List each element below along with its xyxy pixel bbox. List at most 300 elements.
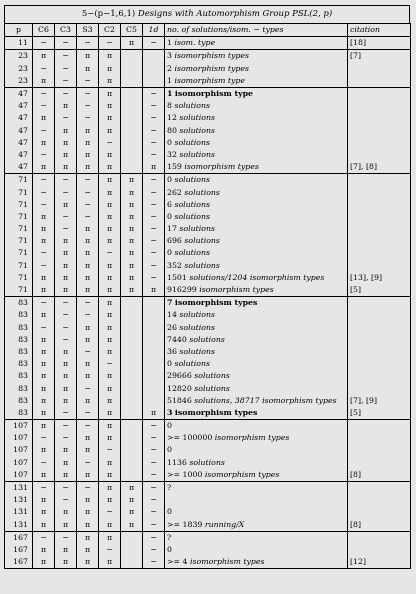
table-row bbox=[5, 420, 411, 433]
cell-subgroup: π bbox=[99, 322, 121, 334]
cell-subgroup: π bbox=[55, 506, 77, 518]
cell-subgroup: π bbox=[99, 272, 121, 284]
solution-count: 262 bbox=[167, 187, 182, 197]
cell-subgroup: π bbox=[143, 284, 165, 297]
cell-subgroup: π bbox=[77, 334, 99, 346]
table-row bbox=[5, 346, 411, 358]
cell-subgroup: − bbox=[99, 137, 121, 149]
cell-subgroup: − bbox=[33, 87, 55, 100]
cell-subgroup bbox=[143, 309, 165, 321]
cell-p: 11 bbox=[5, 37, 33, 50]
table-row bbox=[5, 556, 411, 569]
cell-citation bbox=[348, 235, 411, 247]
cell-subgroup: π bbox=[77, 322, 99, 334]
cell-citation bbox=[348, 211, 411, 223]
solution-type: solutions bbox=[174, 248, 211, 258]
cell-p: 83 bbox=[5, 407, 33, 420]
cell-solutions bbox=[165, 481, 348, 494]
cell-subgroup: − bbox=[99, 444, 121, 456]
solution-count: 0 bbox=[167, 359, 172, 369]
solution-type: solutions/1204 isomorphism types bbox=[189, 272, 325, 282]
cell-subgroup: π bbox=[33, 50, 55, 63]
cell-subgroup bbox=[121, 322, 143, 334]
solution-type: isomorphism types bbox=[214, 433, 290, 443]
cell-subgroup: π bbox=[121, 247, 143, 259]
header-row bbox=[5, 24, 411, 37]
cell-solutions bbox=[165, 50, 348, 63]
solution-type: solutions bbox=[189, 457, 225, 467]
cell-subgroup: π bbox=[33, 556, 55, 569]
solution-type: solutions bbox=[174, 137, 211, 147]
cell-solutions bbox=[165, 87, 348, 100]
solution-count: 916299 bbox=[167, 285, 197, 295]
cell-subgroup: π bbox=[77, 272, 99, 284]
cell-citation: [18] bbox=[348, 37, 411, 50]
solution-count: 0 bbox=[167, 137, 172, 147]
cell-subgroup: π bbox=[99, 531, 121, 544]
cell-subgroup: π bbox=[99, 100, 121, 112]
cell-subgroup: π bbox=[55, 346, 77, 358]
cell-solutions bbox=[165, 469, 348, 482]
table-row bbox=[5, 395, 411, 407]
solution-count: >= 100000 bbox=[167, 433, 213, 443]
cell-subgroup: − bbox=[33, 100, 55, 112]
cell-citation bbox=[348, 186, 411, 198]
cell-solutions bbox=[165, 395, 348, 407]
cell-subgroup: π bbox=[55, 544, 77, 556]
cell-subgroup: − bbox=[33, 432, 55, 444]
cell-subgroup bbox=[121, 370, 143, 382]
cell-solutions bbox=[165, 260, 348, 272]
cell-subgroup: π bbox=[121, 211, 143, 223]
cell-subgroup bbox=[121, 87, 143, 100]
cell-subgroup: π bbox=[99, 519, 121, 532]
cell-subgroup bbox=[121, 444, 143, 456]
cell-subgroup: π bbox=[77, 50, 99, 63]
cell-subgroup: π bbox=[99, 211, 121, 223]
cell-solutions bbox=[165, 346, 348, 358]
cell-subgroup: π bbox=[77, 63, 99, 75]
solution-type: isomorphism type bbox=[174, 75, 245, 85]
cell-citation bbox=[348, 334, 411, 346]
cell-subgroup: − bbox=[77, 87, 99, 100]
solution-count: >= 4 bbox=[167, 557, 188, 567]
cell-subgroup: π bbox=[33, 235, 55, 247]
header-s3: S3 bbox=[77, 24, 99, 37]
cell-subgroup: − bbox=[33, 322, 55, 334]
cell-citation bbox=[348, 531, 411, 544]
cell-subgroup bbox=[143, 334, 165, 346]
designs-table bbox=[4, 23, 411, 569]
cell-p: 47 bbox=[5, 149, 33, 161]
solution-count: 0 bbox=[167, 507, 172, 517]
cell-p: 167 bbox=[5, 556, 33, 569]
cell-subgroup: π bbox=[99, 469, 121, 482]
cell-subgroup: π bbox=[77, 506, 99, 518]
solution-type: isomorphism types bbox=[174, 63, 249, 73]
solution-type: solutions bbox=[179, 149, 215, 159]
solution-count: >= 1000 bbox=[167, 469, 203, 479]
cell-subgroup: π bbox=[121, 272, 143, 284]
cell-subgroup: − bbox=[77, 174, 99, 187]
solution-type: solutions bbox=[184, 236, 220, 246]
solution-count: 12 bbox=[167, 113, 177, 123]
cell-subgroup: π bbox=[99, 297, 121, 310]
cell-p: 71 bbox=[5, 199, 33, 211]
cell-subgroup: − bbox=[143, 149, 165, 161]
cell-subgroup: − bbox=[33, 37, 55, 50]
cell-subgroup: − bbox=[143, 457, 165, 469]
solution-count: 3 bbox=[167, 407, 173, 417]
cell-subgroup: − bbox=[33, 125, 55, 137]
solution-count: 1 bbox=[167, 75, 172, 85]
cell-subgroup bbox=[121, 346, 143, 358]
cell-subgroup: π bbox=[121, 235, 143, 247]
table-row bbox=[5, 174, 411, 187]
header-p: p bbox=[5, 24, 33, 37]
cell-subgroup: − bbox=[77, 481, 99, 494]
cell-citation bbox=[348, 382, 411, 394]
cell-solutions bbox=[165, 125, 348, 137]
solution-type: solutions bbox=[174, 211, 211, 221]
cell-citation bbox=[348, 100, 411, 112]
cell-solutions bbox=[165, 186, 348, 198]
cell-subgroup bbox=[121, 556, 143, 569]
cell-subgroup: − bbox=[143, 125, 165, 137]
cell-subgroup bbox=[121, 125, 143, 137]
table-row bbox=[5, 100, 411, 112]
table-row bbox=[5, 481, 411, 494]
cell-solutions bbox=[165, 247, 348, 259]
cell-subgroup: π bbox=[99, 174, 121, 187]
cell-subgroup: π bbox=[99, 223, 121, 235]
title-main: Designs with Automorphism Group PSL(2, p) bbox=[137, 9, 333, 19]
cell-citation bbox=[348, 247, 411, 259]
cell-citation bbox=[348, 260, 411, 272]
cell-subgroup: π bbox=[33, 407, 55, 420]
cell-p: 47 bbox=[5, 125, 33, 137]
table-row bbox=[5, 235, 411, 247]
solution-count: ? bbox=[167, 532, 172, 542]
cell-subgroup: − bbox=[143, 432, 165, 444]
cell-subgroup bbox=[121, 112, 143, 124]
cell-subgroup: π bbox=[33, 272, 55, 284]
cell-subgroup: − bbox=[55, 75, 77, 88]
cell-subgroup bbox=[121, 63, 143, 75]
cell-subgroup: π bbox=[55, 444, 77, 456]
solution-count: 17 bbox=[167, 224, 177, 234]
cell-solutions bbox=[165, 309, 348, 321]
cell-p: 83 bbox=[5, 358, 33, 370]
table-row bbox=[5, 260, 411, 272]
cell-subgroup: π bbox=[121, 174, 143, 187]
cell-citation: [8] bbox=[348, 519, 411, 532]
cell-solutions bbox=[165, 519, 348, 532]
cell-subgroup: π bbox=[99, 420, 121, 433]
cell-p: 47 bbox=[5, 161, 33, 174]
cell-citation bbox=[348, 420, 411, 433]
cell-subgroup: − bbox=[143, 112, 165, 124]
solution-count: 159 bbox=[167, 162, 182, 172]
solution-count: 51846 bbox=[167, 395, 192, 405]
cell-subgroup: π bbox=[99, 260, 121, 272]
cell-subgroup: − bbox=[143, 100, 165, 112]
cell-subgroup: π bbox=[77, 247, 99, 259]
cell-subgroup bbox=[121, 420, 143, 433]
table-row bbox=[5, 186, 411, 198]
cell-subgroup: − bbox=[33, 63, 55, 75]
cell-p: 131 bbox=[5, 481, 33, 494]
solution-count: 14 bbox=[167, 310, 177, 320]
cell-subgroup bbox=[143, 75, 165, 88]
cell-p: 107 bbox=[5, 469, 33, 482]
cell-subgroup: − bbox=[55, 112, 77, 124]
table-row bbox=[5, 272, 411, 284]
cell-citation bbox=[348, 370, 411, 382]
cell-p: 71 bbox=[5, 223, 33, 235]
cell-subgroup: − bbox=[143, 37, 165, 50]
cell-p: 83 bbox=[5, 382, 33, 394]
table-row bbox=[5, 334, 411, 346]
header-c2: C2 bbox=[99, 24, 121, 37]
table-row bbox=[5, 247, 411, 259]
cell-subgroup: π bbox=[99, 284, 121, 297]
cell-subgroup bbox=[143, 50, 165, 63]
cell-subgroup: π bbox=[99, 235, 121, 247]
cell-subgroup: − bbox=[55, 531, 77, 544]
cell-subgroup bbox=[121, 358, 143, 370]
cell-subgroup: π bbox=[33, 211, 55, 223]
cell-solutions bbox=[165, 556, 348, 569]
cell-subgroup: − bbox=[55, 87, 77, 100]
cell-solutions bbox=[165, 137, 348, 149]
cell-subgroup: π bbox=[99, 149, 121, 161]
cell-solutions bbox=[165, 223, 348, 235]
cell-subgroup: − bbox=[55, 322, 77, 334]
cell-solutions bbox=[165, 211, 348, 223]
cell-subgroup: π bbox=[99, 63, 121, 75]
solution-type: solutions bbox=[189, 334, 225, 344]
cell-subgroup: π bbox=[77, 223, 99, 235]
solution-type: solutions bbox=[179, 125, 215, 135]
cell-subgroup: π bbox=[55, 556, 77, 569]
cell-subgroup: π bbox=[33, 494, 55, 506]
solution-count: 2 bbox=[167, 63, 172, 73]
solution-count: 1 bbox=[167, 89, 173, 99]
cell-subgroup: π bbox=[121, 186, 143, 198]
cell-solutions bbox=[165, 272, 348, 284]
cell-subgroup: − bbox=[33, 186, 55, 198]
cell-citation bbox=[348, 309, 411, 321]
cell-subgroup: π bbox=[77, 260, 99, 272]
cell-p: 83 bbox=[5, 346, 33, 358]
solution-count: 32 bbox=[167, 149, 177, 159]
cell-solutions bbox=[165, 100, 348, 112]
cell-subgroup: − bbox=[33, 174, 55, 187]
header-1d: 1d bbox=[143, 24, 165, 37]
cell-solutions bbox=[165, 75, 348, 88]
cell-subgroup: − bbox=[143, 272, 165, 284]
cell-citation bbox=[348, 346, 411, 358]
cell-subgroup: − bbox=[143, 420, 165, 433]
solution-count: 1501 bbox=[167, 272, 187, 282]
cell-subgroup: π bbox=[55, 395, 77, 407]
cell-solutions bbox=[165, 506, 348, 518]
solution-count: 0 bbox=[167, 421, 172, 431]
solution-type: isomorphism types bbox=[184, 162, 259, 172]
cell-subgroup: π bbox=[33, 506, 55, 518]
solution-type: running/X bbox=[204, 519, 245, 529]
cell-subgroup: − bbox=[143, 494, 165, 506]
cell-subgroup: π bbox=[99, 186, 121, 198]
cell-subgroup: π bbox=[77, 444, 99, 456]
cell-subgroup: − bbox=[55, 50, 77, 63]
cell-subgroup: − bbox=[77, 309, 99, 321]
solution-type: isom. type bbox=[174, 38, 216, 48]
cell-subgroup: π bbox=[77, 149, 99, 161]
cell-solutions bbox=[165, 37, 348, 50]
cell-citation: [13], [9] bbox=[348, 272, 411, 284]
cell-p: 83 bbox=[5, 370, 33, 382]
solution-type: solutions bbox=[194, 371, 230, 381]
cell-subgroup: π bbox=[55, 370, 77, 382]
cell-subgroup bbox=[121, 297, 143, 310]
cell-p: 83 bbox=[5, 395, 33, 407]
cell-subgroup: − bbox=[143, 481, 165, 494]
cell-subgroup: − bbox=[77, 457, 99, 469]
table-row bbox=[5, 432, 411, 444]
cell-solutions bbox=[165, 199, 348, 211]
solution-count: 8 bbox=[167, 101, 172, 111]
table-row bbox=[5, 125, 411, 137]
cell-subgroup: π bbox=[33, 382, 55, 394]
cell-subgroup: − bbox=[55, 407, 77, 420]
cell-subgroup: π bbox=[121, 37, 143, 50]
cell-subgroup bbox=[143, 370, 165, 382]
cell-solutions bbox=[165, 382, 348, 394]
cell-p: 107 bbox=[5, 432, 33, 444]
cell-subgroup: − bbox=[77, 186, 99, 198]
cell-subgroup: − bbox=[55, 223, 77, 235]
cell-subgroup: π bbox=[143, 161, 165, 174]
cell-solutions bbox=[165, 174, 348, 187]
cell-p: 71 bbox=[5, 211, 33, 223]
cell-subgroup: π bbox=[121, 506, 143, 518]
cell-subgroup: − bbox=[55, 63, 77, 75]
cell-subgroup: π bbox=[55, 469, 77, 482]
cell-solutions bbox=[165, 358, 348, 370]
solution-type: solutions bbox=[184, 187, 220, 197]
cell-subgroup: π bbox=[55, 457, 77, 469]
designs-table-container bbox=[4, 5, 410, 569]
solution-type: solutions bbox=[179, 346, 215, 356]
cell-subgroup bbox=[121, 334, 143, 346]
cell-p: 71 bbox=[5, 272, 33, 284]
cell-subgroup: π bbox=[77, 432, 99, 444]
cell-subgroup: − bbox=[55, 334, 77, 346]
solution-type: solutions bbox=[179, 322, 215, 332]
cell-solutions bbox=[165, 407, 348, 420]
cell-subgroup: π bbox=[99, 346, 121, 358]
solution-type: solutions bbox=[174, 199, 211, 209]
cell-subgroup: − bbox=[55, 37, 77, 50]
cell-solutions bbox=[165, 494, 348, 506]
cell-p: 83 bbox=[5, 309, 33, 321]
cell-solutions bbox=[165, 444, 348, 456]
cell-citation bbox=[348, 544, 411, 556]
cell-subgroup: π bbox=[33, 75, 55, 88]
cell-subgroup: π bbox=[55, 161, 77, 174]
cell-subgroup: − bbox=[55, 211, 77, 223]
cell-p: 47 bbox=[5, 100, 33, 112]
table-row bbox=[5, 544, 411, 556]
cell-p: 83 bbox=[5, 322, 33, 334]
cell-citation: [5] bbox=[348, 284, 411, 297]
cell-citation bbox=[348, 199, 411, 211]
table-title bbox=[4, 5, 410, 23]
cell-subgroup: π bbox=[33, 444, 55, 456]
table-row bbox=[5, 50, 411, 63]
table-row bbox=[5, 137, 411, 149]
solution-count: 0 bbox=[167, 175, 172, 185]
cell-p: 71 bbox=[5, 174, 33, 187]
cell-subgroup bbox=[121, 531, 143, 544]
cell-subgroup: − bbox=[143, 556, 165, 569]
table-row bbox=[5, 469, 411, 482]
cell-p: 131 bbox=[5, 506, 33, 518]
cell-subgroup: π bbox=[33, 370, 55, 382]
cell-subgroup: π bbox=[121, 519, 143, 532]
solution-type: isomorphism types bbox=[190, 557, 265, 567]
cell-subgroup: − bbox=[143, 235, 165, 247]
cell-p: 107 bbox=[5, 444, 33, 456]
cell-citation bbox=[348, 63, 411, 75]
cell-subgroup: π bbox=[55, 382, 77, 394]
cell-citation bbox=[348, 494, 411, 506]
cell-subgroup: − bbox=[77, 100, 99, 112]
solution-type: isomorphism type bbox=[174, 89, 254, 99]
cell-subgroup: π bbox=[55, 137, 77, 149]
cell-subgroup: π bbox=[33, 469, 55, 482]
cell-subgroup: π bbox=[33, 519, 55, 532]
cell-subgroup: − bbox=[77, 420, 99, 433]
cell-subgroup: − bbox=[143, 87, 165, 100]
cell-subgroup: π bbox=[99, 161, 121, 174]
title-prefix: 5−(p−1,6,1) bbox=[81, 9, 136, 19]
cell-p: 71 bbox=[5, 235, 33, 247]
solution-count: 12820 bbox=[167, 383, 192, 393]
cell-subgroup bbox=[143, 358, 165, 370]
cell-subgroup bbox=[121, 457, 143, 469]
cell-subgroup bbox=[121, 309, 143, 321]
cell-subgroup: − bbox=[143, 223, 165, 235]
cell-subgroup: π bbox=[99, 334, 121, 346]
solution-count: 6 bbox=[167, 199, 172, 209]
table-row bbox=[5, 494, 411, 506]
cell-subgroup: − bbox=[33, 149, 55, 161]
cell-subgroup: π bbox=[77, 395, 99, 407]
cell-citation bbox=[348, 87, 411, 100]
cell-subgroup: − bbox=[143, 186, 165, 198]
cell-subgroup: π bbox=[121, 481, 143, 494]
solution-count: 696 bbox=[167, 236, 182, 246]
cell-subgroup bbox=[121, 161, 143, 174]
cell-citation bbox=[348, 358, 411, 370]
solution-type: solutions bbox=[179, 310, 215, 320]
cell-subgroup: − bbox=[77, 75, 99, 88]
cell-subgroup: π bbox=[33, 420, 55, 433]
cell-solutions bbox=[165, 432, 348, 444]
